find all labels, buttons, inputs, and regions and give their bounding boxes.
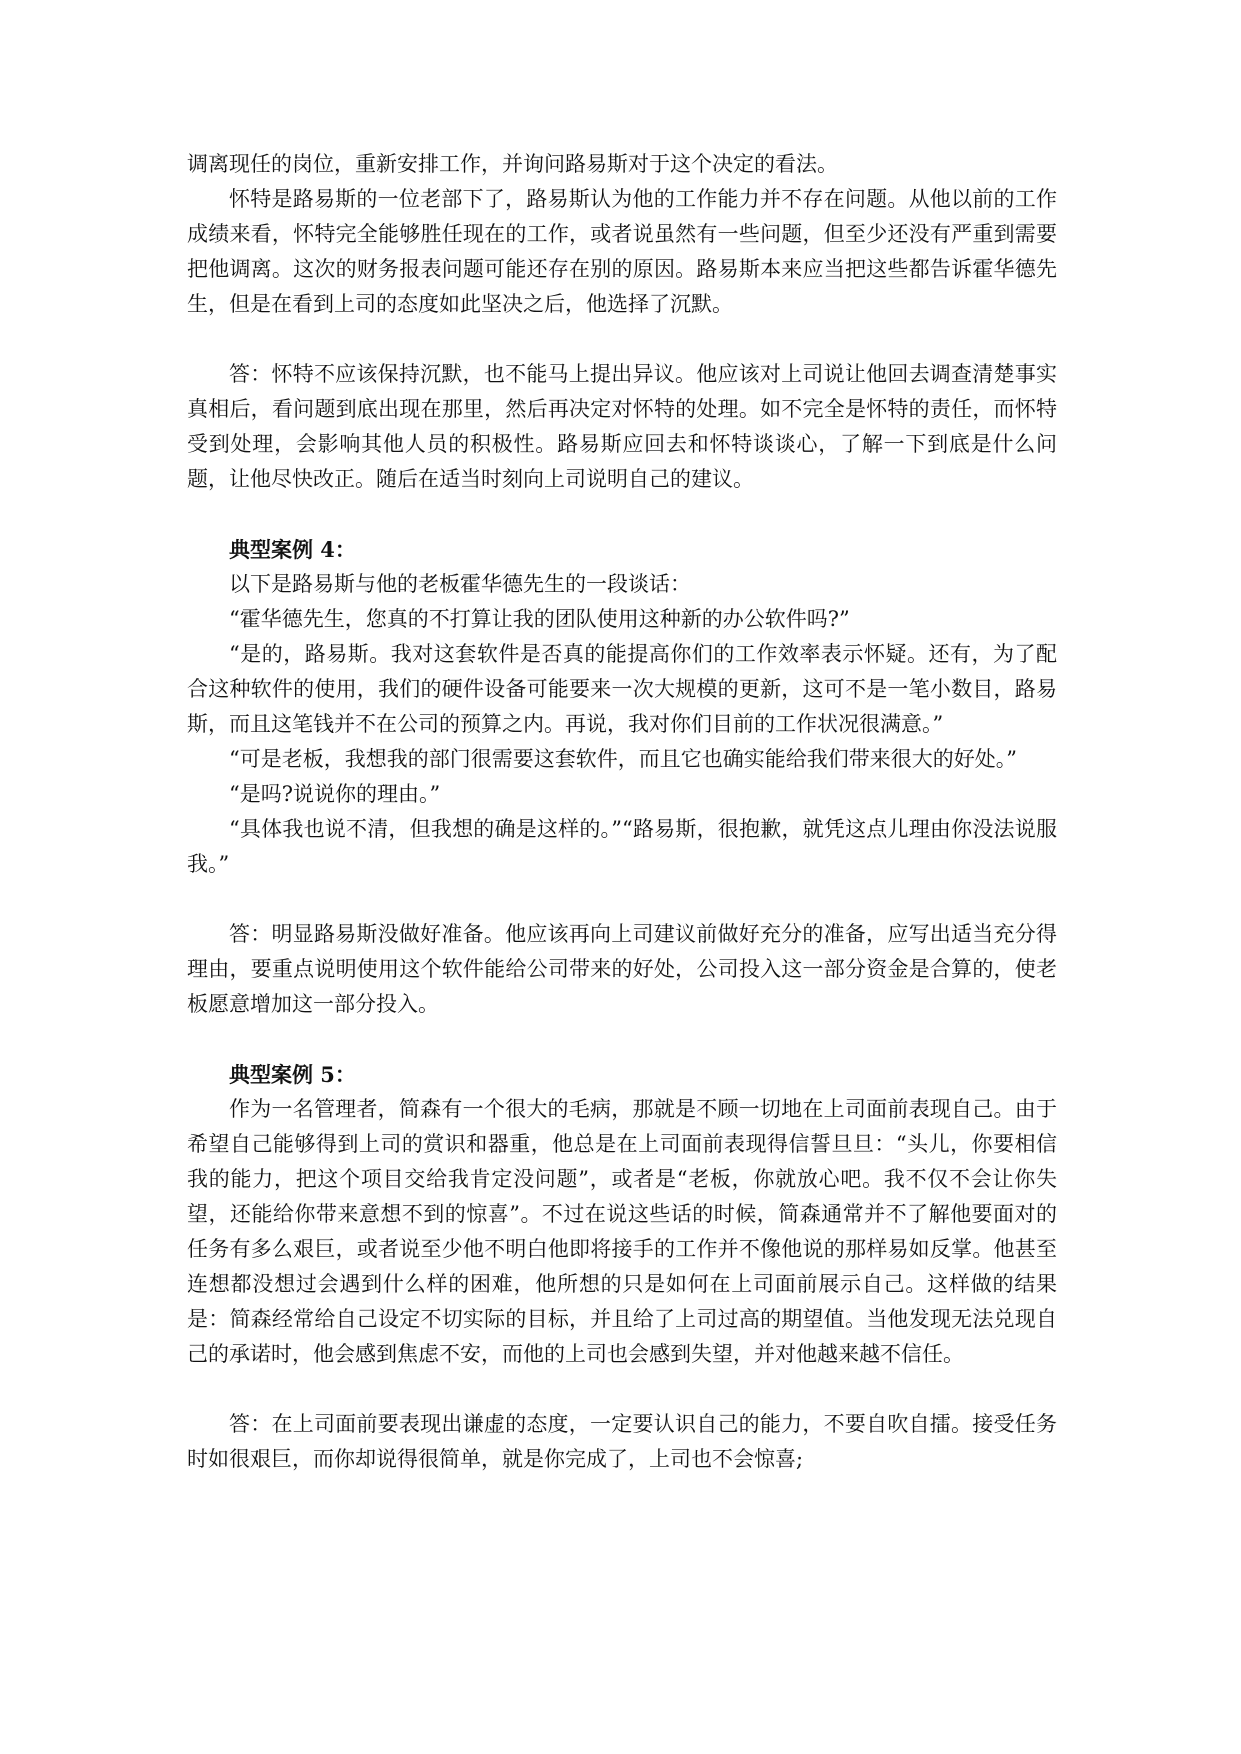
paragraph: 怀特是路易斯的一位老部下了，路易斯认为他的工作能力并不存在问题。从他以前的工作成绩来看，怀特完全能够胜任现在的工作，或者说虽然有一些问题，但至少还没有严重到需要把他调离。这次的财务报表问题可能还存在别的原因。路易斯本来应当把这些都告诉霍华德先生，但是在看到上司的态度如此坚决之后，他选择了沉默。 — [187, 187, 1057, 316]
paragraph: 调离现任的岗位，重新安排工作，并询问路易斯对于这个决定的看法。 — [187, 152, 838, 176]
blank-line — [187, 1022, 1057, 1057]
answer-paragraph: 答：明显路易斯没做好准备。他应该再向上司建议前做好充分的准备，应写出适当充分得理由，要重点说明使用这个软件能给公司带来的好处，公司投入这一部分资金是合算的，使老板愿意增加这一部分投入。 — [187, 922, 1057, 1016]
case-5-heading: 典型案例 5： — [229, 1062, 356, 1087]
blank-line — [187, 882, 1057, 917]
answer-paragraph: 答：怀特不应该保持沉默，也不能马上提出异议。他应该对上司说让他回去调查清楚事实真相后，看问题到底出现在那里，然后再决定对怀特的处理。如不完全是怀特的责任，而怀特受到处理，会影响其他人员的积极性。路易斯应回去和怀特谈谈心，了解一下到底是什么问题，让他尽快改正。随后在适当时刻向上司说明自己的建议。 — [187, 362, 1057, 491]
blank-line — [187, 497, 1057, 532]
dialogue-paragraph: “是吗?说说你的理由。” — [229, 782, 441, 806]
dialogue-paragraph: “具体我也说不清，但我想的确是这样的。”“路易斯，很抱歉，就凭这点儿理由你没法说服我。” — [187, 817, 1057, 876]
paragraph: 作为一名管理者，简森有一个很大的毛病，那就是不顾一切地在上司面前表现自己。由于希望自己能够得到上司的赏识和器重，他总是在上司面前表现得信誓旦旦：“头儿，你要相信我的能力，把这个项目交给我肯定没问题”，或者是“老板，你就放心吧。我不仅不会让你失望，还能给你带来意想不到的惊喜”。不过在说这些话的时候，简森通常并不了解他要面对的任务有多么艰巨，或者说至少他不明白他即将接手的工作并不像他说的那样易如反掌。他甚至连想都没想过会遇到什么样的困难，他所想的只是如何在上司面前展示自己。这样做的结果是：简森经常给自己设定不切实际的目标，并且给了上司过高的期望值。当他发现无法兑现自己的承诺时，他会感到焦虑不安，而他的上司也会感到失望，并对他越来越不信任。 — [187, 1097, 1057, 1366]
blank-line — [187, 322, 1057, 357]
answer-paragraph: 答：在上司面前要表现出谦虚的态度，一定要认识自己的能力，不要自吹自擂。接受任务时如很艰巨，而你却说得很简单，就是你完成了，上司也不会惊喜; — [187, 1412, 1057, 1471]
document-body — [187, 147, 1057, 1477]
dialogue-paragraph: “霍华德先生，您真的不打算让我的团队使用这种新的办公软件吗?” — [229, 607, 850, 631]
dialogue-paragraph: “可是老板，我想我的部门很需要这套软件，而且它也确实能给我们带来很大的好处。” — [229, 747, 1017, 771]
blank-line — [187, 1372, 1057, 1407]
case-4-heading: 典型案例 4： — [229, 537, 356, 562]
paragraph: 以下是路易斯与他的老板霍华德先生的一段谈话： — [229, 572, 691, 596]
dialogue-paragraph: “是的，路易斯。我对这套软件是否真的能提高你们的工作效率表示怀疑。还有，为了配合这种软件的使用，我们的硬件设备可能要来一次大规模的更新，这可不是一笔小数目，路易斯，而且这笔钱并不在公司的预算之内。再说，我对你们目前的工作状况很满意。” — [187, 642, 1057, 736]
